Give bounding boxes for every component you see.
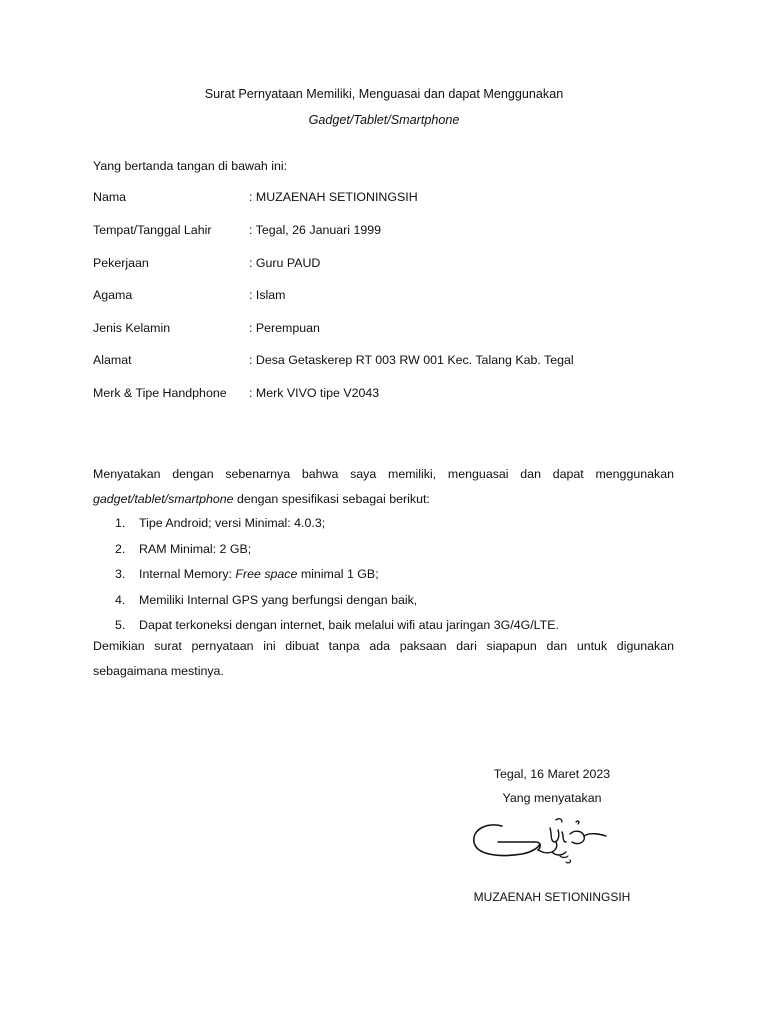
statement-line-2-rest: dengan spesifikasi sebagai berikut: bbox=[233, 492, 430, 506]
spec-list bbox=[93, 513, 674, 641]
sign-role: Yang menyatakan bbox=[502, 791, 602, 805]
list-text bbox=[139, 564, 379, 584]
list-number: 4. bbox=[115, 592, 126, 607]
document-subtitle: Gadget/Tablet/Smartphone bbox=[308, 113, 460, 127]
list-item bbox=[93, 539, 674, 565]
list-text: Memiliki Internal GPS yang berfungsi dengan baik, bbox=[139, 592, 418, 607]
signer-name: MUZAENAH SETIONINGSIH bbox=[473, 890, 631, 904]
closing-paragraph bbox=[93, 634, 674, 684]
list-number: 5. bbox=[115, 618, 126, 632]
field-value: : Islam bbox=[249, 288, 286, 302]
field-value: : Desa Getaskerep RT 003 RW 001 Kec. Talang Kab. Tegal bbox=[249, 353, 574, 367]
field-value: : Perempuan bbox=[249, 321, 320, 335]
field-value: : MUZAENAH SETIONINGSIH bbox=[249, 190, 418, 204]
list-item bbox=[93, 564, 674, 590]
field-row-agama bbox=[93, 288, 693, 306]
field-row-jenis-kelamin bbox=[93, 321, 693, 339]
field-row-pekerjaan bbox=[93, 256, 693, 274]
closing-line-2: sebagaimana mestinya. bbox=[93, 664, 224, 678]
statement-paragraph bbox=[93, 462, 674, 512]
field-label: Jenis Kelamin bbox=[93, 321, 171, 335]
statement-italic-term: gadget/tablet/smartphone bbox=[93, 492, 234, 506]
closing-line-1: Demikian surat pernyataan ini dibuat tanpa ada paksaan dari siapapun dan untuk digunakan bbox=[93, 639, 674, 653]
handwritten-signature bbox=[466, 812, 616, 872]
statement-line-2 bbox=[93, 487, 674, 512]
list-number: 2. bbox=[115, 541, 126, 556]
intro-text: Yang bertanda tangan di bawah ini: bbox=[93, 159, 288, 173]
statement-line-1: Menyatakan dengan sebenarnya bahwa saya memiliki, menguasai dan dapat menggunakan bbox=[93, 467, 674, 481]
field-label: Tempat/Tanggal Lahir bbox=[93, 223, 212, 237]
field-label: Alamat bbox=[93, 353, 132, 367]
field-row-alamat bbox=[93, 353, 693, 371]
list-text: Tipe Android; versi Minimal: 4.0.3; bbox=[139, 516, 326, 530]
field-row-handphone bbox=[93, 386, 693, 404]
list-item bbox=[93, 513, 674, 539]
sign-place-date: Tegal, 16 Maret 2023 bbox=[493, 767, 611, 781]
field-row-ttl bbox=[93, 223, 693, 241]
field-label: Nama bbox=[93, 190, 127, 204]
field-label: Merk & Tipe Handphone bbox=[93, 386, 227, 400]
field-value: : Tegal, 26 Januari 1999 bbox=[249, 223, 382, 237]
field-value: : Merk VIVO tipe V2043 bbox=[249, 386, 380, 400]
document-title: Surat Pernyataan Memiliki, Menguasai dan dapat Menggunakan bbox=[204, 87, 564, 101]
list-number: 1. bbox=[115, 516, 126, 530]
list-number: 3. bbox=[115, 567, 126, 581]
field-label: Pekerjaan bbox=[93, 256, 149, 270]
field-value: : Guru PAUD bbox=[249, 256, 321, 270]
list-text: RAM Minimal: 2 GB; bbox=[139, 541, 252, 556]
field-label: Agama bbox=[93, 288, 133, 302]
list-text-after: minimal 1 GB; bbox=[297, 567, 379, 581]
field-row-nama bbox=[93, 190, 693, 208]
list-item bbox=[93, 590, 674, 616]
list-text-italic: Free space bbox=[235, 567, 298, 581]
list-text-before: Internal Memory: bbox=[139, 567, 236, 581]
list-text: Dapat terkoneksi dengan internet, baik melalui wifi atau jaringan 3G/4G/LTE. bbox=[139, 618, 559, 632]
